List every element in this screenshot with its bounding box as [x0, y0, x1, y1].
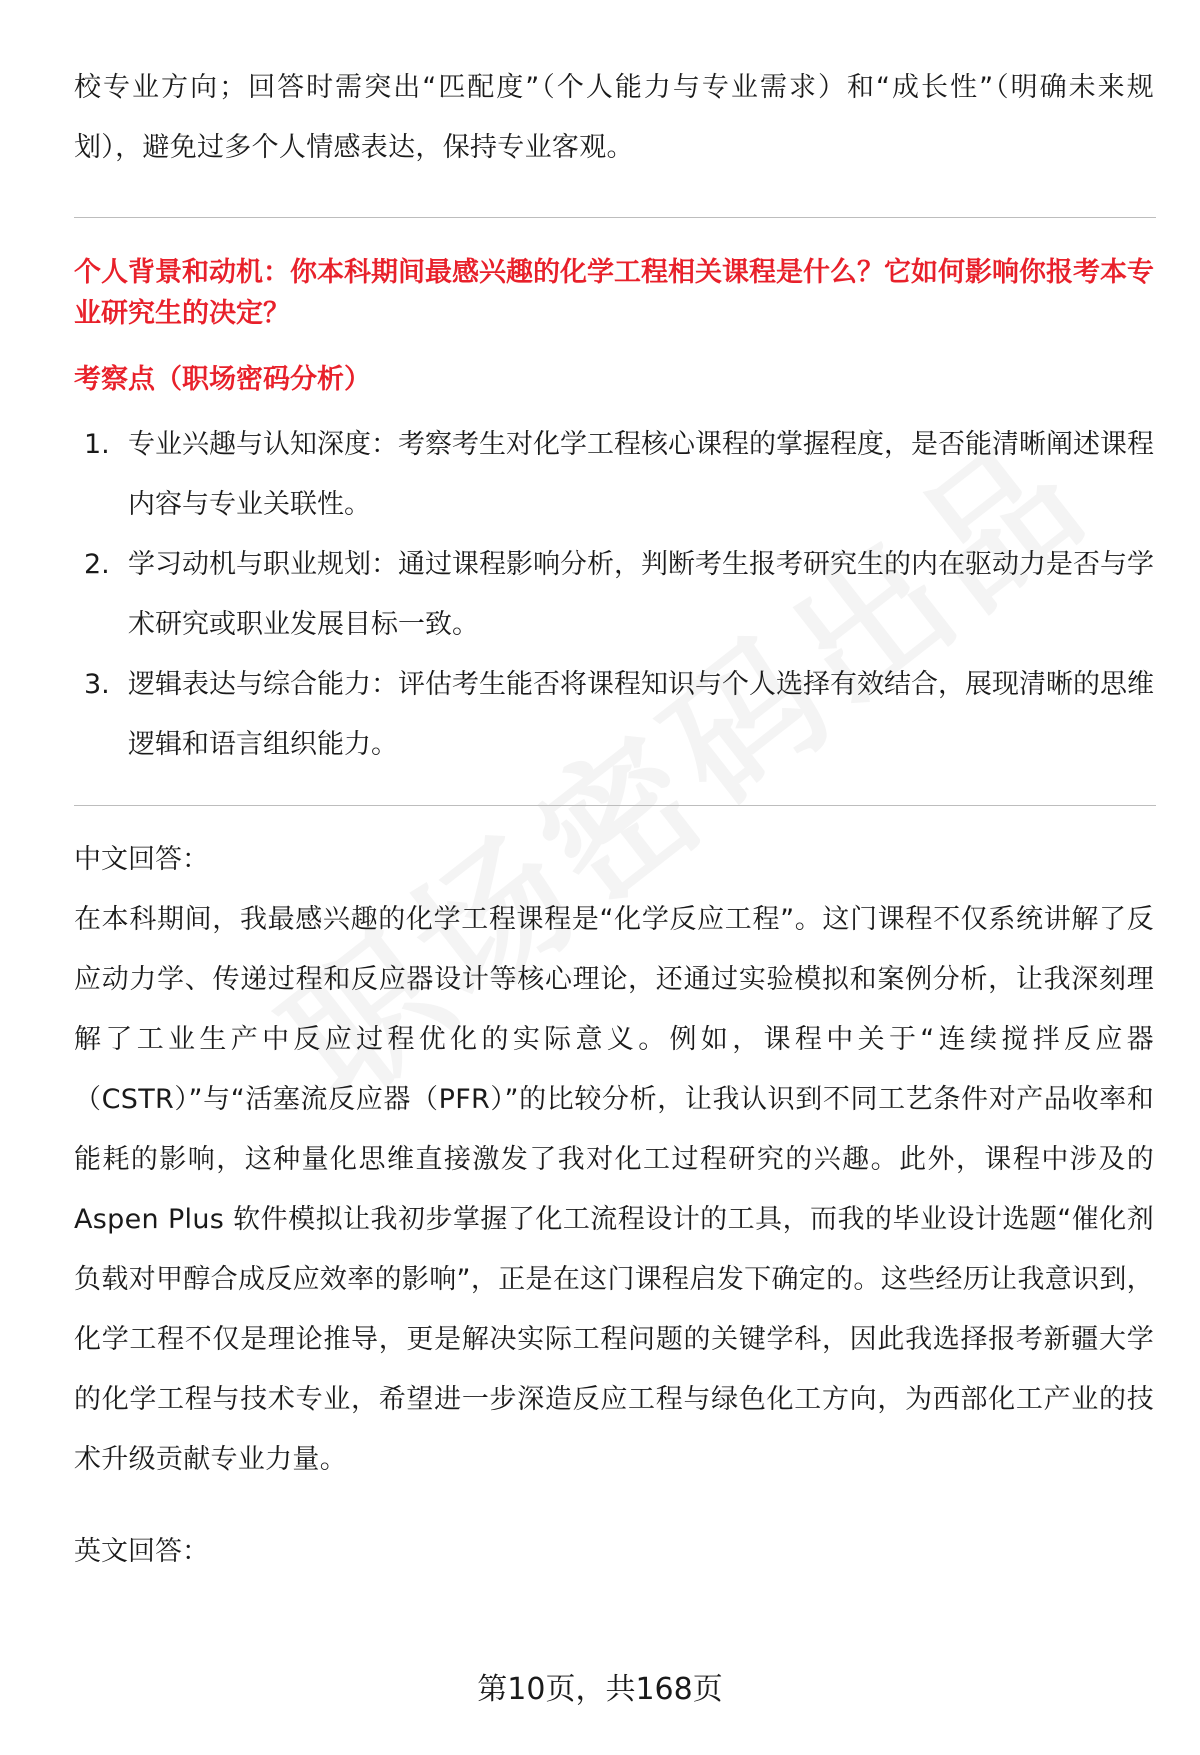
list-item-text: 专业兴趣与认知深度：考察考生对化学工程核心课程的掌握程度，是否能清晰阐述课程内容与专业关联性。: [128, 429, 1154, 520]
divider-top: [74, 217, 1156, 218]
list-item: [74, 415, 1154, 535]
english-answer-label: 英文回答：: [74, 1536, 209, 1567]
page-number-footer: 第10页，共168页: [477, 1672, 723, 1707]
list-item: [74, 655, 1154, 775]
intro-paragraph: 校专业方向；回答时需突出“匹配度”（个人能力与专业需求）和“成长性”（明确未来规划），避免过多个人情感表达，保持专业客观。: [74, 72, 1154, 163]
list-item-number: 3.: [84, 669, 110, 700]
divider-middle: [74, 805, 1156, 806]
list-item-number: 2.: [84, 549, 110, 580]
list-item-text: 逻辑表达与综合能力：评估考生能否将课程知识与个人选择有效结合，展现清晰的思维逻辑和语言组织能力。: [128, 669, 1154, 760]
exam-points-heading: 考察点（职场密码分析）: [74, 364, 371, 395]
document-page: [74, 58, 1154, 1582]
exam-points-list: [74, 415, 1154, 775]
list-item-text: 学习动机与职业规划：通过课程影响分析，判断考生报考研究生的内在驱动力是否与学术研究或职业发展目标一致。: [128, 549, 1154, 640]
chinese-answer-paragraph: 在本科期间，我最感兴趣的化学工程课程是“化学反应工程”。这门课程不仅系统讲解了反应动力学、传递过程和反应器设计等核心理论，还通过实验模拟和案例分析，让我深刻理解了工业生产中反应过程优化的实际意义。例如，课程中关于“连续搅拌反应器（CSTR）”与“活塞流反应器（PFR）”的比较分析，让我认识到不同工艺条件对产品收率和能耗的影响，这种量化思维直接激发了我对化工过程研究的兴趣。此外，课程中涉及的 Aspen Plus 软件模拟让我初步掌握了化工流程设计的工具，而我的毕业设计选题“催化剂负载对甲醇合成反应效率的影响”，正是在这门课程启发下确定的。这些经历让我意识到，化学工程不仅是理论推导，更是解决实际工程问题的关键学科，因此我选择报考新疆大学的化学工程与技术专业，希望进一步深造反应工程与绿色化工方向，为西部化工产业的技术升级贡献专业力量。: [74, 904, 1154, 1475]
question-title: 个人背景和动机：你本科期间最感兴趣的化学工程相关课程是什么？它如何影响你报考本专业研究生的决定？: [74, 257, 1154, 329]
chinese-answer-label: 中文回答：: [74, 844, 209, 875]
list-item: [74, 535, 1154, 655]
list-item-number: 1.: [84, 429, 110, 460]
